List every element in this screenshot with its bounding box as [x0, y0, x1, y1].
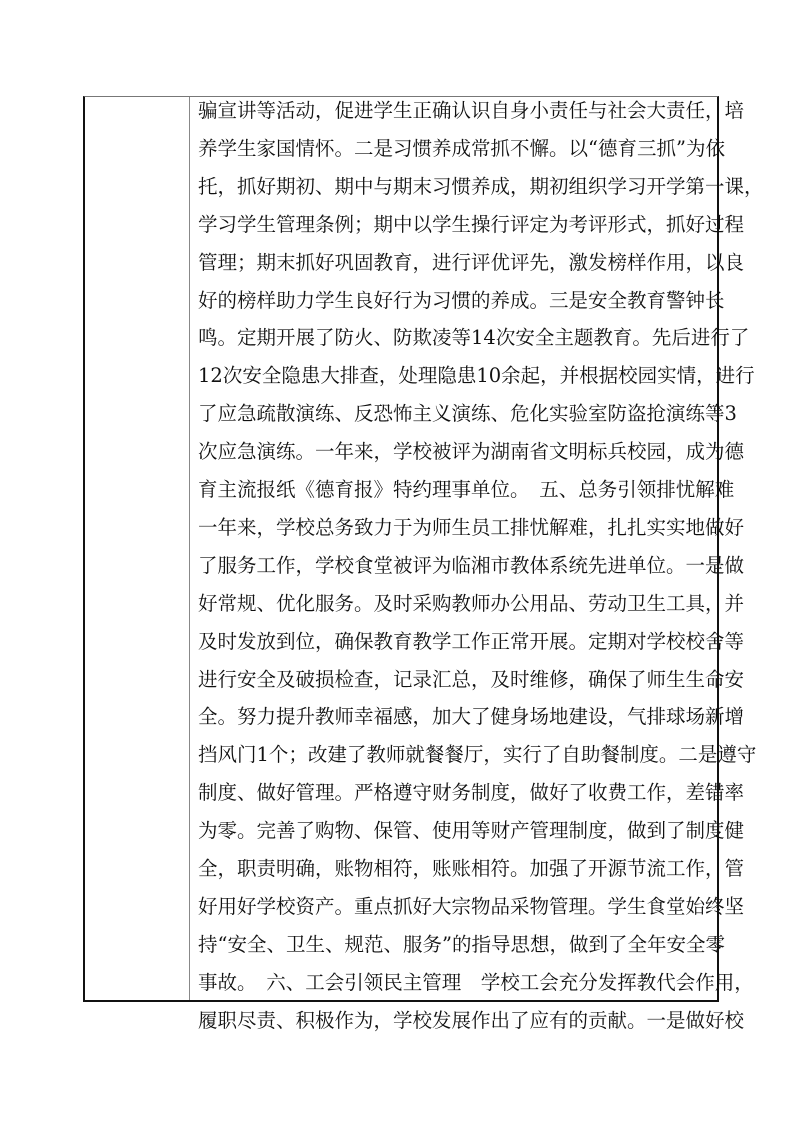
text-line: 养学生家国情怀。二是习惯养成常抓不懈。以“德育三抓”为依 — [198, 136, 725, 160]
text-line: 全。努力提升教师幸福感，加大了健身场地建设，气排球场新增 — [198, 705, 745, 729]
text-line: 好用好学校资产。重点抓好大宗物品采物管理。学生食堂始终坚 — [198, 894, 745, 918]
text-line: 学习学生管理条例；期中以学生操行评定为考评形式，抓好过程 — [198, 212, 745, 236]
text-line: 育主流报纸《德育报》特约理事单位。 五、总务引领排忧解难 — [198, 478, 735, 501]
text-line: 好的榜样助力学生良好行为习惯的养成。三是安全教育警钟长 — [198, 288, 725, 312]
text-line: 鸣。定期开展了防火、防欺凌等14次安全主题教育。先后进行了 — [198, 326, 750, 350]
content-table — [83, 96, 764, 1032]
text-line: 事故。 六、工会引领民主管理 学校工会充分发挥教代会作用， — [198, 970, 754, 994]
column-divider — [189, 97, 190, 1000]
text-line: 进行安全及破损检查，记录汇总，及时维修，确保了师生生命安 — [198, 667, 745, 691]
text-line: 制度、做好管理。严格遵守财务制度，做好了收费工作，差错率 — [198, 781, 745, 805]
text-line: 挡风门1个；改建了教师就餐餐厅，实行了自助餐制度。二是遵守 — [198, 743, 757, 767]
text-line: 了服务工作，学校食堂被评为临湘市教体系统先进单位。一是做 — [198, 553, 745, 577]
text-line: 托，抓好期初、期中与期末习惯养成，期初组织学习开学第一课， — [198, 174, 764, 198]
text-line: 次应急演练。一年来，学校被评为湖南省文明标兵校园，成为德 — [198, 440, 745, 464]
text-line: 及时发放到位，确保教育教学工作正常开展。定期对学校校舍等 — [198, 629, 745, 653]
text-line: 为零。完善了购物、保管、使用等财产管理制度，做到了制度健 — [198, 819, 745, 843]
text-line: 骗宣讲等活动，促进学生正确认识自身小责任与社会大责任，培 — [198, 99, 745, 122]
text-line: 管理；期末抓好巩固教育，进行评优评先，激发榜样作用，以良 — [198, 250, 745, 274]
text-line: 12次安全隐患大排查，处理隐患10余起，并根据校园实情，进行 — [198, 364, 755, 388]
text-line: 全，职责明确，账物相符，账账相符。加强了开源节流工作，管 — [198, 857, 745, 880]
text-line: 一年来，学校总务致力于为师生员工排忧解难，扎扎实实地做好 — [198, 515, 745, 539]
text-line: 好常规、优化服务。及时采购教师办公用品、劳动卫生工具，并 — [198, 591, 745, 615]
text-line: 了应急疏散演练、反恐怖主义演练、危化实验室防盗抢演练等3 — [198, 402, 737, 426]
text-line: 履职尽责、积极作为，学校发展作出了应有的贡献。一是做好校 — [198, 1008, 745, 1032]
text-line: 持“安全、卫生、规范、服务”的指导思想，做到了全年安全零 — [198, 932, 725, 956]
